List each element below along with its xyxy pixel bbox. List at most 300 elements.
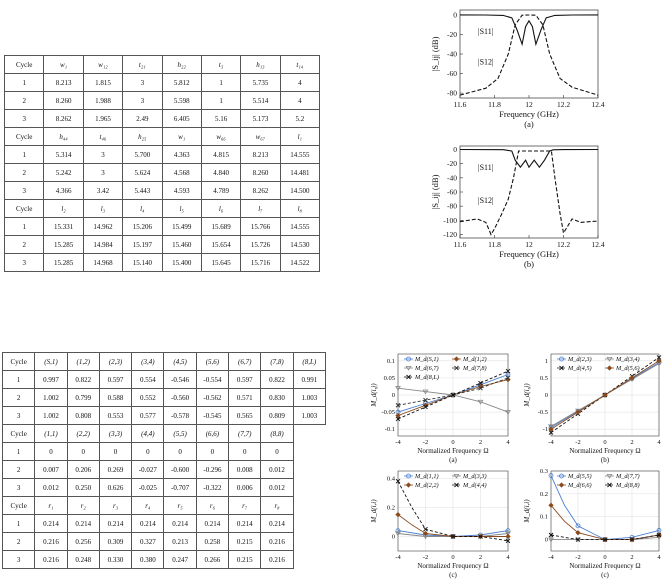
x-tick-label: 4: [506, 554, 510, 561]
table-cell: 0.256: [67, 533, 99, 551]
table-header-cell: l₂: [44, 200, 83, 218]
table-cell: 0.330: [99, 551, 131, 569]
table-cell: 0: [132, 443, 164, 461]
table-header-cell: l₃: [83, 200, 122, 218]
table-header-cell: (8,8): [261, 425, 293, 443]
y-tick-label: 0.3: [539, 468, 548, 475]
table-header-cell: (6,7): [229, 353, 261, 371]
table-cell: 15.766: [241, 218, 280, 236]
table-cell: 14.555: [280, 218, 319, 236]
y-tick-label: -80: [447, 201, 457, 211]
y-tick-label: -20: [447, 29, 457, 39]
table-cell: 14.984: [83, 236, 122, 254]
table-cell: 0: [261, 443, 293, 461]
table-cell: 1.815: [83, 74, 122, 92]
table-cell: 0.266: [196, 551, 228, 569]
table-cell: 0.822: [67, 371, 99, 389]
table-cell: 5.624: [123, 164, 162, 182]
legend-label: M_d(4,4): [463, 482, 487, 489]
table-header-row: [5, 200, 320, 218]
figure-caption: (b): [524, 259, 534, 269]
table-cell: 3: [3, 551, 35, 569]
y-tick-label: 0.1: [386, 357, 395, 365]
figure-caption: (c): [601, 571, 609, 579]
table-cell: 0: [99, 443, 131, 461]
y-tick-label: 0: [453, 145, 457, 155]
table-header-row: [3, 497, 326, 515]
table-cell: 0.327: [132, 533, 164, 551]
table-cell: 1: [201, 92, 240, 110]
table-cell: 0.808: [67, 407, 99, 425]
table-cell: 1.988: [83, 92, 122, 110]
table-cell: -0.545: [196, 407, 228, 425]
table-cell: 0.012: [261, 461, 293, 479]
table-cell: 0.250: [67, 479, 99, 497]
table-header-cell: r₃: [99, 497, 131, 515]
y-axis-label: M_d(i,i): [523, 499, 531, 523]
table-cell: 0.588: [99, 389, 131, 407]
table-cell: 0.007: [35, 461, 67, 479]
s-parameter-plot-a: [410, 2, 610, 137]
y-tick-label: -60: [447, 187, 457, 197]
table-cell: 0.380: [132, 551, 164, 569]
table-cell: 0.206: [67, 461, 99, 479]
table-cell: 0.626: [99, 479, 131, 497]
table-cell: 5.173: [241, 110, 280, 128]
coupling-matrix-table: [2, 352, 326, 569]
legend-label: M_d(3,3): [463, 473, 487, 480]
table-cell: 1: [5, 146, 44, 164]
x-tick-label: -2: [575, 439, 581, 446]
table-cell: 4.366: [44, 182, 83, 200]
table-cell: -0.322: [196, 479, 228, 497]
legend-label: M_d(5,5): [568, 473, 592, 480]
figure-caption: (b): [600, 456, 610, 464]
table-row: [3, 443, 326, 461]
table-header-cell: Cycle: [3, 497, 35, 515]
table-row: [5, 182, 320, 200]
x-tick-label: 0: [603, 554, 607, 561]
table-header-cell: (3,4): [132, 353, 164, 371]
figure-caption: (c): [449, 571, 457, 579]
x-tick-label: 0: [451, 554, 455, 561]
table-cell: 1: [3, 443, 35, 461]
table-header-cell: h₂₅: [123, 128, 162, 146]
legend-label: M_d(2,2): [415, 482, 439, 489]
x-tick-label: 12.4: [591, 240, 605, 249]
table-cell: 3: [83, 146, 122, 164]
table-cell: 0.214: [99, 515, 131, 533]
table-cell: 1: [201, 74, 240, 92]
table-row: [5, 110, 320, 128]
table-cell: -0.707: [164, 479, 196, 497]
table-cell: 0.214: [261, 515, 293, 533]
table-row: [5, 74, 320, 92]
legend-label: M_d(3,4): [616, 356, 640, 363]
table-header-cell: Cycle: [5, 200, 44, 218]
s-parameter-plot-b: [410, 140, 610, 280]
x-axis-label: Normalized Frequency Ω: [569, 447, 641, 455]
y-tick-label: -1: [542, 426, 548, 434]
table-cell: 15.285: [44, 254, 83, 272]
table-cell: 2: [3, 389, 35, 407]
x-tick-label: 12: [525, 100, 533, 109]
y-tick-label: -40: [447, 173, 457, 183]
legend-label: M_d(4,5): [568, 365, 592, 372]
table-cell: 0.215: [229, 551, 261, 569]
plot-frame: [460, 10, 598, 98]
y-tick-label: -100: [443, 215, 457, 225]
table-cell: 1.003: [293, 407, 325, 425]
table-cell: 5.2: [280, 110, 319, 128]
table-cell: 15.716: [241, 254, 280, 272]
table-cell: 0.248: [67, 551, 99, 569]
x-tick-label: 11.6: [453, 240, 467, 249]
table-cell: 5.16: [201, 110, 240, 128]
y-axis-label: |S_ij| (dB): [430, 36, 440, 72]
table-header-row: [5, 128, 320, 146]
table-cell: -0.600: [164, 461, 196, 479]
table-row: [5, 146, 320, 164]
table-row: [3, 461, 326, 479]
y-tick-label: -20: [447, 159, 457, 169]
table-cell: 8.262: [241, 182, 280, 200]
table-row: [3, 479, 326, 497]
table-row: [3, 551, 326, 569]
y-axis-label: M_d(i,i): [370, 499, 378, 523]
table-cell: 0.565: [229, 407, 261, 425]
table-header-cell: r₆: [196, 497, 228, 515]
legend-label: M_d(2,3): [568, 356, 592, 363]
table-cell: 0.554: [132, 371, 164, 389]
table-cell: 4.840: [201, 164, 240, 182]
table-cell: 5.598: [162, 92, 201, 110]
table-cell: 2: [5, 236, 44, 254]
table-cell: 0.012: [261, 479, 293, 497]
table-cell: 4.568: [162, 164, 201, 182]
table-cell: 0.216: [261, 533, 293, 551]
table-cell: 0.577: [132, 407, 164, 425]
table-cell: 2: [5, 92, 44, 110]
table-cell: 1.003: [293, 389, 325, 407]
table-cell: 0.553: [99, 407, 131, 425]
table-cell: 0.597: [99, 371, 131, 389]
y-tick-label: 0: [391, 392, 395, 399]
x-axis-label: Frequency (GHz): [499, 109, 559, 119]
table-cell: 1.965: [83, 110, 122, 128]
table-header-cell: w₁: [44, 56, 83, 74]
table-cell: 0.269: [99, 461, 131, 479]
table-cell: 0.830: [261, 389, 293, 407]
table-row: [5, 236, 320, 254]
data-point: [559, 483, 563, 487]
x-tick-label: 2: [630, 439, 634, 446]
table-header-cell: Cycle: [3, 425, 35, 443]
table-cell: 0: [164, 443, 196, 461]
table-cell: 0.214: [196, 515, 228, 533]
x-tick-label: 4: [657, 439, 661, 446]
y-tick-label: -120: [443, 229, 457, 239]
table-header-cell: (4,4): [132, 425, 164, 443]
table-cell: 4: [280, 92, 319, 110]
table-cell: 0.809: [261, 407, 293, 425]
table-cell: 1.002: [35, 407, 67, 425]
table-cell: -0.025: [132, 479, 164, 497]
figure-caption: (a): [449, 456, 457, 464]
table-cell: 5.700: [123, 146, 162, 164]
table-header-cell: (7,8): [261, 353, 293, 371]
table-row: [5, 254, 320, 272]
table-cell: 2: [3, 533, 35, 551]
x-axis-label: Normalized Frequency Ω: [417, 562, 489, 570]
table-header-cell: l₄: [123, 200, 162, 218]
table-cell: 0: [229, 443, 261, 461]
y-tick-label: 0.5: [539, 374, 548, 382]
legend-label: M_d(S,1): [415, 356, 439, 363]
y-tick-label: -80: [447, 88, 457, 98]
legend-label: M_d(1,2): [463, 356, 487, 363]
table-header-cell: h₄₄: [44, 128, 83, 146]
x-tick-label: 2: [478, 439, 483, 446]
table-cell: -0.562: [196, 389, 228, 407]
y-tick-label: -0.1: [384, 426, 395, 434]
table-cell: 15.726: [241, 236, 280, 254]
table-cell: 14.500: [280, 182, 319, 200]
table-cell: 14.962: [83, 218, 122, 236]
table-cell: 4: [280, 74, 319, 92]
table-cell: 0.571: [229, 389, 261, 407]
x-tick-label: 0: [451, 439, 455, 446]
table-header-row: [5, 56, 320, 74]
table-cell: 5.514: [241, 92, 280, 110]
table-header-cell: t₂₁: [123, 56, 162, 74]
table-header-cell: (2,3): [99, 353, 131, 371]
table-cell: 3: [3, 407, 35, 425]
table-row: [5, 92, 320, 110]
table-cell: 5.812: [162, 74, 201, 92]
table-cell: -0.560: [164, 389, 196, 407]
table-cell: 0.008: [229, 461, 261, 479]
y-axis-label: |S_ij| (dB): [430, 174, 440, 210]
y-tick-label: -60: [447, 69, 457, 79]
table-header-cell: r₄: [132, 497, 164, 515]
table-cell: 0.214: [132, 515, 164, 533]
s11-label: |S11|: [478, 163, 494, 172]
y-tick-label: -0.5: [537, 409, 548, 417]
table-header-cell: (2,2): [67, 425, 99, 443]
table-header-cell: w₁: [162, 128, 201, 146]
x-axis-label: Normalized Frequency Ω: [569, 562, 641, 570]
table-header-cell: (4,5): [164, 353, 196, 371]
table-row: [3, 533, 326, 551]
table-cell: 8.262: [44, 110, 83, 128]
x-tick-label: -4: [395, 439, 401, 446]
table-cell: 0.597: [229, 371, 261, 389]
table-header-cell: r₇: [229, 497, 261, 515]
table-cell: 3: [83, 164, 122, 182]
table-cell: 3: [5, 254, 44, 272]
table-cell: 1.002: [35, 389, 67, 407]
table-cell: 0.991: [293, 371, 325, 389]
table-cell: 0.258: [196, 533, 228, 551]
table-cell: 1: [5, 74, 44, 92]
table-cell: 3: [123, 74, 162, 92]
table-cell: 0.309: [99, 533, 131, 551]
table-header-cell: r₁: [35, 497, 67, 515]
table-cell: 5.242: [44, 164, 83, 182]
figure-caption: (a): [524, 119, 534, 129]
table-cell: 8.260: [44, 92, 83, 110]
x-tick-label: 11.6: [453, 100, 467, 109]
table-row: [5, 218, 320, 236]
table-cell: 0: [67, 443, 99, 461]
table-cell: 15.460: [162, 236, 201, 254]
data-point: [607, 366, 611, 370]
table-cell: 2: [3, 461, 35, 479]
x-tick-label: 11.8: [488, 240, 501, 249]
x-tick-label: 12.2: [556, 100, 571, 109]
table-row: [3, 371, 326, 389]
y-axis-label: M_d(i,j): [370, 383, 378, 407]
table-cell: 5.314: [44, 146, 83, 164]
table-header-cell: (5,6): [196, 353, 228, 371]
deviation-plot-b: [505, 348, 667, 468]
table-cell: 15.689: [201, 218, 240, 236]
x-tick-label: -2: [422, 554, 429, 561]
table-cell: 5.443: [123, 182, 162, 200]
table-header-cell: (3,3): [99, 425, 131, 443]
y-axis-label: M_d(i,j): [523, 383, 531, 407]
x-tick-label: -4: [548, 439, 554, 446]
table-cell: 8.260: [241, 164, 280, 182]
legend-label: M_d(7,7): [616, 473, 640, 480]
table-cell: 4.815: [201, 146, 240, 164]
plot-frame: [460, 146, 598, 238]
deviation-plot-c: [350, 465, 515, 582]
table-cell: -0.546: [164, 371, 196, 389]
y-tick-label: 0.05: [383, 374, 395, 382]
y-tick-label: -40: [447, 49, 457, 59]
table-header-cell: (6,6): [196, 425, 228, 443]
table-header-cell: h₂₂: [162, 56, 201, 74]
table-cell: 0.247: [164, 551, 196, 569]
table-header-cell: r₂: [67, 497, 99, 515]
y-tick-label: 0: [453, 10, 457, 20]
x-axis-label: Normalized Frequency Ω: [417, 447, 489, 455]
y-tick-label: 0.1: [539, 513, 548, 521]
table-cell: 4.363: [162, 146, 201, 164]
table-cell: 15.285: [44, 236, 83, 254]
y-tick-label: 0.2: [386, 504, 395, 512]
table-cell: 8.213: [44, 74, 83, 92]
deviation-plot-d: [505, 465, 667, 582]
table-header-cell: h₁₃: [241, 56, 280, 74]
table-cell: 14.968: [83, 254, 122, 272]
table-cell: 15.645: [201, 254, 240, 272]
table-cell: 15.654: [201, 236, 240, 254]
table-cell: 14.555: [280, 146, 319, 164]
table-cell: 1: [3, 515, 35, 533]
data-point: [406, 483, 410, 487]
table-cell: 15.400: [162, 254, 201, 272]
table-header-cell: Cycle: [5, 128, 44, 146]
table-header-cell: Cycle: [3, 353, 35, 371]
legend-label: M_d(5,6): [616, 365, 640, 372]
table-cell: 0.552: [132, 389, 164, 407]
x-tick-label: 2: [630, 554, 634, 561]
table-cell: 0.997: [35, 371, 67, 389]
table-cell: 0.214: [67, 515, 99, 533]
table-header-cell: w₁₂: [83, 56, 122, 74]
table-cell: 3: [3, 479, 35, 497]
table-header-cell: t₄₆: [83, 128, 122, 146]
s12-label: |S12|: [478, 57, 494, 67]
table-header-cell: (S,1): [35, 353, 67, 371]
table-header-cell: (1,1): [35, 425, 67, 443]
table-header-cell: l₁: [280, 128, 319, 146]
legend-label: M_d(8,L): [415, 374, 439, 381]
table-cell: 3: [123, 92, 162, 110]
table-cell: 0.012: [35, 479, 67, 497]
legend-label: M_d(6,7): [415, 365, 439, 372]
table-cell: 0.216: [35, 533, 67, 551]
table-cell: 0.006: [229, 479, 261, 497]
table-cell: 0.213: [164, 533, 196, 551]
table-cell: 15.197: [123, 236, 162, 254]
deviation-plot-a: [350, 348, 515, 468]
table-cell: 0.822: [261, 371, 293, 389]
y-tick-label: 1: [544, 357, 548, 365]
table-cell: 4.789: [201, 182, 240, 200]
table-cell: 3.42: [83, 182, 122, 200]
table-header-cell: t₁₄: [280, 56, 319, 74]
table-header-cell: (7,7): [229, 425, 261, 443]
table-header-row: [3, 353, 326, 371]
y-tick-label: 0.4: [386, 475, 395, 483]
table-cell: 6.405: [162, 110, 201, 128]
table-header-cell: l₆: [201, 200, 240, 218]
table-header-cell: l₇: [241, 200, 280, 218]
x-tick-label: 12.4: [591, 100, 605, 109]
y-tick-label: 0: [391, 533, 395, 541]
table-cell: 0.216: [35, 551, 67, 569]
x-tick-label: 12: [525, 240, 533, 249]
table-cell: 14.522: [280, 254, 319, 272]
table-cell: 15.140: [123, 254, 162, 272]
table-cell: 15.331: [44, 218, 83, 236]
table-cell: 0.214: [35, 515, 67, 533]
x-tick-label: 12.2: [556, 240, 571, 249]
table-cell: 0.214: [164, 515, 196, 533]
table-cell: 0: [35, 443, 67, 461]
legend-label: M_d(8,8): [616, 482, 640, 489]
table-cell: 0.214: [229, 515, 261, 533]
table-cell: 0.216: [261, 551, 293, 569]
data-point: [454, 357, 458, 361]
table-header-cell: Cycle: [5, 56, 44, 74]
table-cell: 0.799: [67, 389, 99, 407]
table-header-cell: l₈: [280, 200, 319, 218]
table-header-cell: w₆₇: [241, 128, 280, 146]
table-cell: 5.735: [241, 74, 280, 92]
table-row: [5, 164, 320, 182]
table-cell: 14.530: [280, 236, 319, 254]
x-tick-label: -4: [395, 554, 401, 561]
table-row: [3, 389, 326, 407]
table-cell: 3: [5, 110, 44, 128]
s11-label: |S11|: [478, 27, 494, 36]
y-tick-label: 0: [544, 392, 548, 399]
